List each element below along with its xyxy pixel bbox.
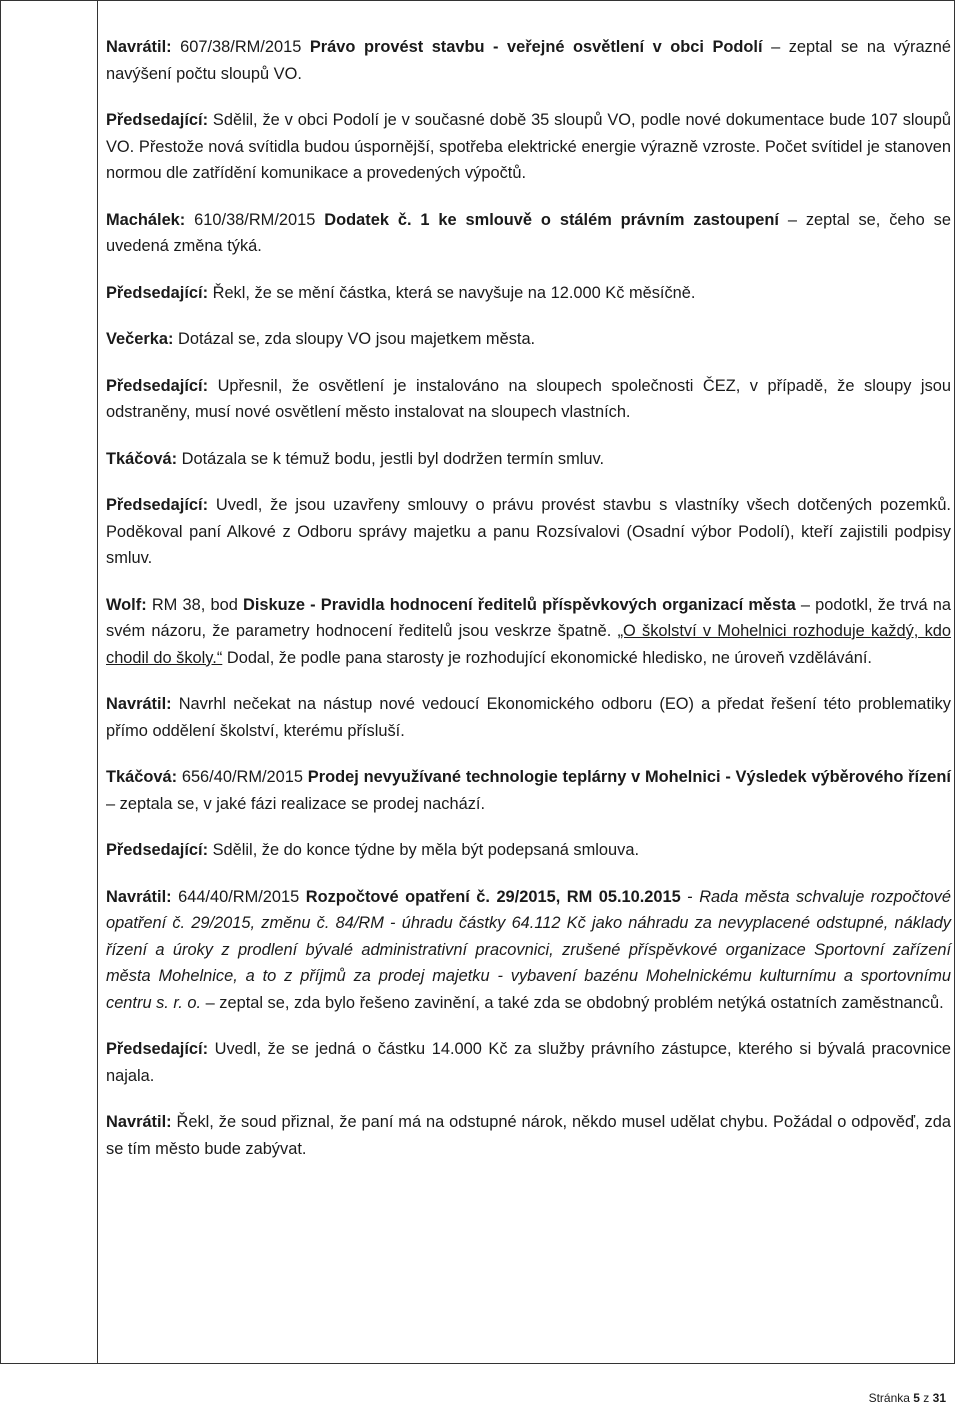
minutes-paragraph: [106, 492, 951, 572]
speaker-name: Předsedající:: [106, 376, 209, 395]
agenda-item-title: Rozpočtové opatření č. 29/2015, RM 05.10.2015: [305, 887, 681, 906]
paragraph-text: – zeptal se, čeho se uvedená změna týká.: [106, 210, 951, 255]
paragraph-text: 607/38/RM/2015: [171, 38, 310, 56]
minutes-paragraph: [106, 34, 951, 87]
speaker-name: Předsedající:: [106, 111, 209, 129]
minutes-paragraph: [106, 1036, 951, 1089]
speaker-name: Tkáčová:: [106, 449, 178, 468]
paragraph-text: -: [680, 887, 700, 906]
paragraph-text: – podotkl, že trvá na svém názoru, že parametry hodnocení ředitelů jsou veskrze špatně.: [106, 595, 951, 640]
paragraph-text: Uvedl, že jsou uzavřeny smlouvy o právu provést stavbu s vlastníky všech dotčených pozemků. Poděkoval paní Alkové z Odboru správy majetku a panu Rozsívalovi (Osadní výbor Podolí), kteří zajistili podpisy smluv.: [106, 496, 951, 567]
paragraph-text: Řekl, že soud přiznal, že paní má na odstupné nárok, někdo musel udělat chybu. Požádal o odpověď, zda se tím město bude zabývat.: [106, 1113, 951, 1158]
speaker-name: Machálek:: [106, 210, 186, 229]
agenda-item-title: Dodatek č. 1 ke smlouvě o stálém právním zastoupení: [324, 210, 779, 229]
paragraph-text: – zeptal se, zda bylo řešeno zavinění, a také zda se obdobný problém netýká ostatních zaměstnanců.: [201, 993, 944, 1012]
speaker-name: Navrátil:: [106, 1113, 172, 1131]
speaker-name: Večerka:: [106, 330, 174, 348]
paragraph-text: Dotázal se, zda sloupy VO jsou majetkem města.: [173, 330, 536, 348]
paragraph-text: Sdělil, že do konce týdne by měla být podepsaná smlouva.: [208, 841, 640, 859]
paragraph-text: Uvedl, že se jedná o částku 14.000 Kč za služby právního zástupce, kterého si bývalá pracovnice najala.: [106, 1040, 951, 1085]
agenda-item-title: Prodej nevyužívané technologie teplárny v Mohelnici - Výsledek výběrového řízení: [307, 768, 951, 786]
minutes-paragraph: [106, 1109, 951, 1162]
paragraph-text: 656/40/RM/2015: [177, 768, 308, 786]
minutes-paragraph: [106, 446, 951, 473]
paragraph-text: Upřesnil, že osvětlení je instalováno na sloupech společnosti ČEZ, v případě, že sloupy jsou odstraněny, musí nové osvětlení město instalovat na sloupech vlastních.: [106, 376, 951, 421]
speaker-name: Předsedající:: [106, 283, 209, 302]
speaker-name: Navrátil:: [106, 38, 172, 56]
paragraph-text: Navrhl nečekat na nástup nové vedoucí Ekonomického odboru (EO) a předat řešení této problematiky přímo oddělení školství, kterému přísluší.: [106, 695, 951, 740]
agenda-item-title: Právo provést stavbu - veřejné osvětlení v obci Podolí: [309, 38, 763, 56]
paragraph-text: Dodal, že podle pana starosty je rozhodující ekonomické hledisko, ne úroveň vzdělávání.: [222, 648, 872, 667]
table-column-divider: [97, 0, 98, 1364]
speaker-name: Navrátil:: [106, 695, 172, 713]
minutes-paragraph: [106, 207, 951, 260]
paragraph-text: – zeptal se na výrazné navýšení počtu sloupů VO.: [106, 38, 951, 83]
minutes-paragraph: [106, 884, 951, 1017]
speaker-name: Wolf:: [106, 595, 147, 614]
minutes-paragraph: [106, 592, 951, 672]
minutes-content: [106, 34, 951, 1182]
minutes-paragraph: [106, 373, 951, 426]
paragraph-text: RM 38, bod: [146, 595, 243, 614]
speaker-name: Předsedající:: [106, 496, 209, 514]
paragraph-text: – zeptala se, v jaké fázi realizace se prodej nachází.: [106, 794, 486, 813]
speaker-name: Předsedající:: [106, 841, 209, 859]
quoted-statement: „O školství v Mohelnici rozhoduje každý, kdo chodil do školy.“: [106, 622, 951, 667]
minutes-paragraph: [106, 326, 951, 353]
resolution-quote: Rada města schvaluje rozpočtové opatření č. 29/2015, změnu č. 84/RM - úhradu částky 64.112 Kč jako náhradu za nevyplacené odstupné, náklady řízení a úroky z prodlení bývalé administrativní pracovnici, zrušené příspěvkové organizace Sportovní zařízení města Mohelnice, a to z příjmů za prodej majetku - vybavení bazénu Mohelnickému kulturnímu a sportovnímu centru s. r. o.: [106, 887, 951, 1012]
speaker-name: Navrátil:: [106, 887, 172, 906]
speaker-name: Tkáčová:: [106, 768, 178, 786]
paragraph-text: Sdělil, že v obci Podolí je v současné době 35 sloupů VO, podle nové dokumentace bude 107 sloupů VO. Přestože nová svítidla budou úspornější, spotřeba elektrické energie výrazně vzroste. Počet svítidel je stanoven normou dle zatřídění komunikace a provedených výpočtů.: [106, 111, 951, 182]
page-footer: [869, 1391, 946, 1405]
minutes-paragraph: [106, 764, 951, 817]
speaker-name: Předsedající:: [106, 1040, 209, 1058]
footer-total-pages: 31: [932, 1391, 946, 1405]
minutes-paragraph: [106, 691, 951, 744]
minutes-paragraph: [106, 280, 951, 307]
footer-middle: z: [919, 1391, 933, 1405]
minutes-paragraph: [106, 107, 951, 187]
paragraph-text: 644/40/RM/2015: [171, 887, 306, 906]
agenda-item-title: Diskuze - Pravidla hodnocení ředitelů příspěvkových organizací města: [243, 595, 796, 614]
footer-page-number: 5: [913, 1391, 920, 1405]
paragraph-text: Řekl, že se mění částka, která se navyšuje na 12.000 Kč měsíčně.: [208, 283, 696, 302]
minutes-paragraph: [106, 837, 951, 864]
paragraph-text: Dotázala se k témuž bodu, jestli byl dodržen termín smluv.: [177, 449, 605, 468]
footer-prefix: Stránka: [868, 1391, 914, 1405]
paragraph-text: 610/38/RM/2015: [185, 210, 325, 229]
